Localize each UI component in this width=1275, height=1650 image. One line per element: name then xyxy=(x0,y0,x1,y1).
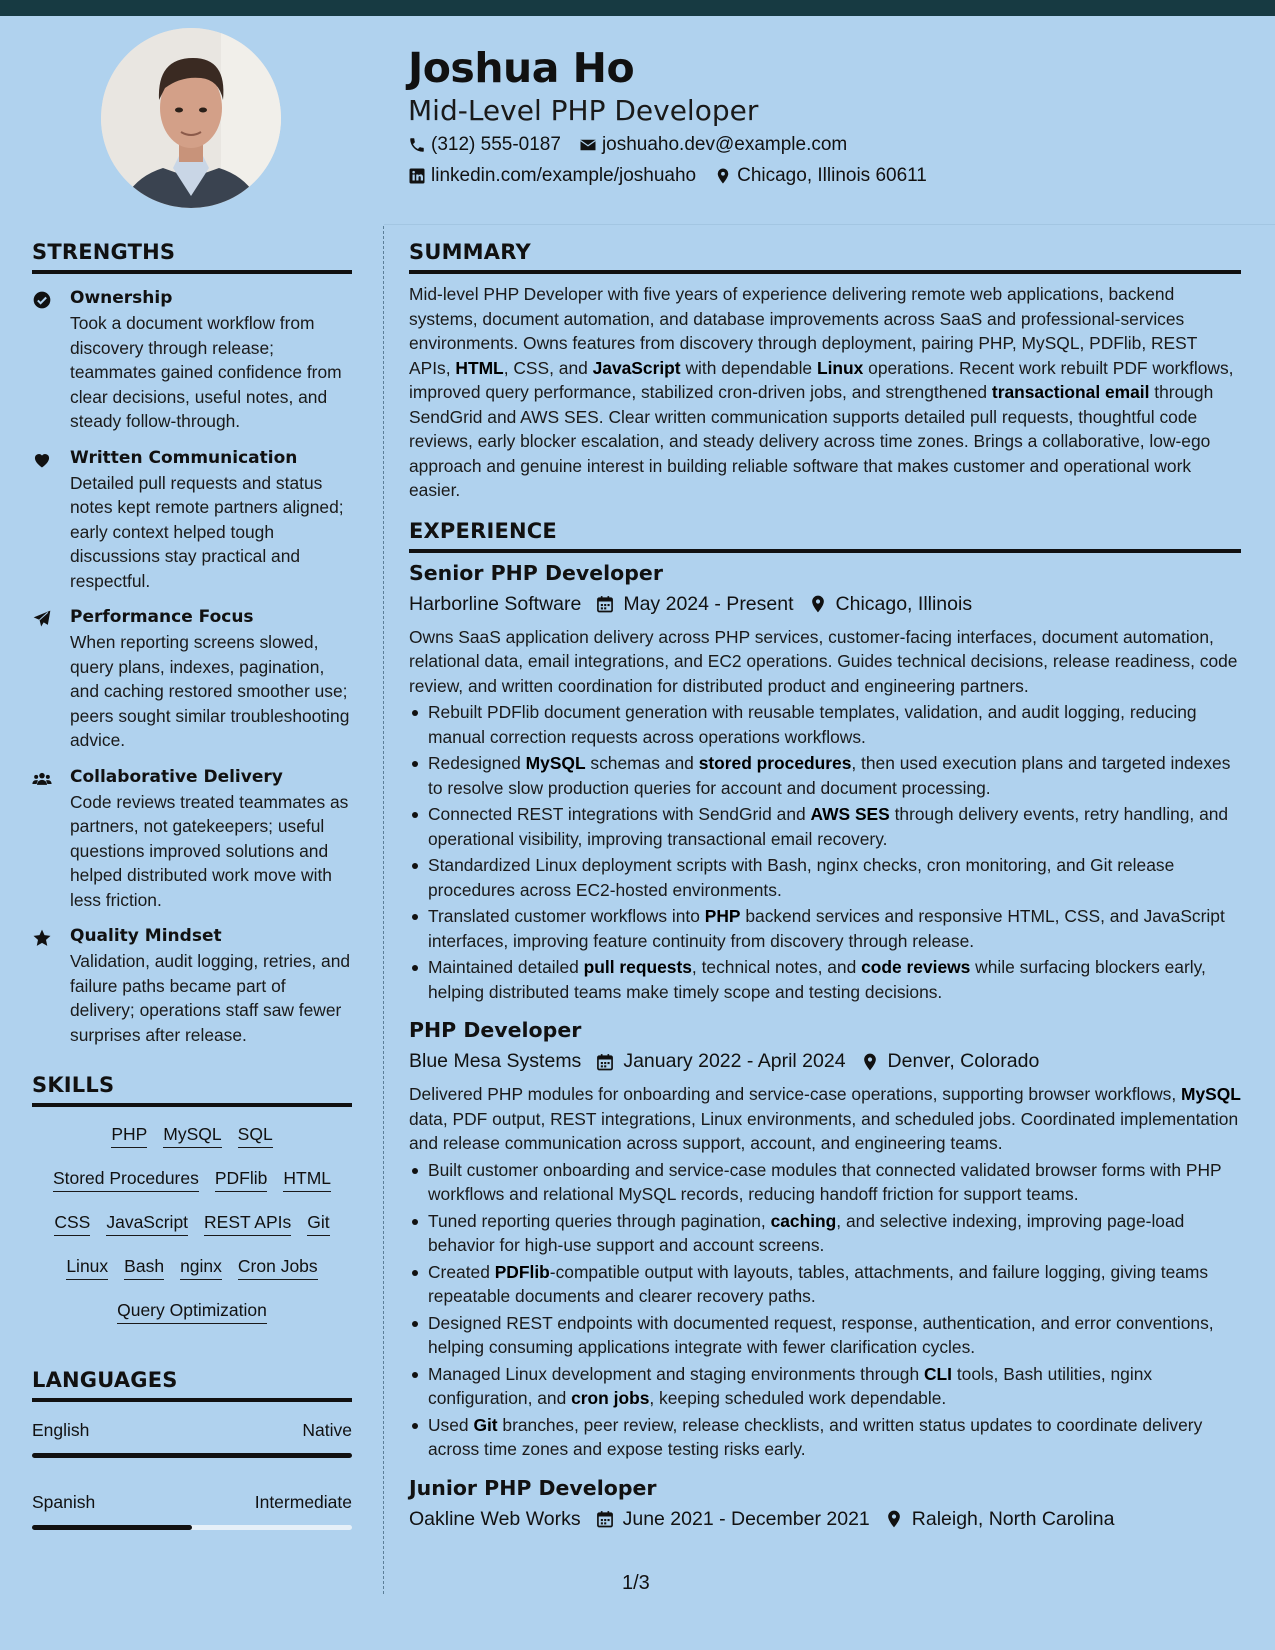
skill-tag: HTML xyxy=(283,1167,331,1192)
strength-title: Written Communication xyxy=(70,447,298,468)
skill-row xyxy=(32,1123,352,1148)
languages-section xyxy=(32,1368,352,1530)
skill-tag: REST APIs xyxy=(204,1211,291,1236)
job-company: Harborline Software xyxy=(409,592,582,615)
linkedin-item[interactable] xyxy=(408,165,696,187)
page-number: 1/3 xyxy=(622,1572,650,1594)
language-bar xyxy=(32,1453,352,1458)
language-item xyxy=(32,1420,352,1458)
job-bullet: Designed REST endpoints with documented request, response, authentication, and error conventions, helping consuming applications integrate with fewer clarification cycles. xyxy=(409,1311,1241,1360)
job-bullet: Tuned reporting queries through pagination, caching, and selective indexing, improving page-load behavior for high-use support and account screens. xyxy=(409,1209,1241,1258)
strength-text: Detailed pull requests and status notes kept remote partners aligned; early context helped tough discussions stay practical and respectful. xyxy=(70,472,344,591)
users-icon xyxy=(32,767,70,913)
skills-heading: SKILLS xyxy=(32,1073,352,1107)
strength-title: Quality Mindset xyxy=(70,926,222,946)
strength-text: When reporting screens slowed, query plans, indexes, pagination, and caching restored smoother use; peers sought similar troubleshooting advice. xyxy=(70,632,350,750)
location-item xyxy=(714,165,927,187)
strength-item xyxy=(32,288,352,434)
check-circle-icon xyxy=(32,288,70,434)
phone-item xyxy=(408,134,561,156)
job-title: Junior PHP Developer xyxy=(409,1475,657,1500)
heart-icon xyxy=(32,448,70,594)
column-divider xyxy=(383,226,384,1594)
job-meta xyxy=(409,1508,1241,1531)
location-text: Chicago, Illinois 60611 xyxy=(737,165,927,186)
skill-tag: JavaScript xyxy=(106,1211,188,1236)
job-company: Oakline Web Works xyxy=(409,1507,581,1530)
skill-tag: Linux xyxy=(66,1255,108,1280)
experience-heading: EXPERIENCE xyxy=(409,519,1241,553)
languages-heading: LANGUAGES xyxy=(32,1368,352,1402)
strengths-list xyxy=(32,288,352,1047)
job-title: Senior PHP Developer xyxy=(409,560,663,585)
skill-tag: MySQL xyxy=(163,1123,221,1148)
job-entry xyxy=(409,561,1241,1005)
summary-text: Mid-level PHP Developer with five years of experience delivering remote web applications, backend systems, document automation, and database improvements across SaaS and professional-services environments. Owns features from discovery through deployment, pairing PHP, MySQL, PDFlib, REST APIs, HTML, CSS, and JavaScript with dependable Linux operations. Recent work rebuilt PDF workflows, improved query performance, stabilized cron-driven jobs, and strengthened transactional email through SendGrid and AWS SES. Clear written communication supports detailed pull requests, thoughtful code reviews, early blocker escalation, and steady delivery across time zones. Brings a collaborative, low-ego approach and genuine interest in building reliable software that makes customer and operational work easier. xyxy=(409,284,1234,500)
job-title: PHP Developer xyxy=(409,1018,582,1042)
skill-tag: SQL xyxy=(238,1123,273,1148)
job-bullet: Redesigned MySQL schemas and stored procedures, then used execution plans and targeted indexes to resolve slow production queries for account and document processing. xyxy=(409,751,1241,800)
skill-tag: Git xyxy=(307,1211,329,1236)
strength-item xyxy=(32,926,352,1047)
linkedin-text[interactable]: linkedin.com/example/joshuaho xyxy=(431,165,697,186)
skill-tag: CSS xyxy=(54,1211,90,1236)
skill-row xyxy=(32,1167,352,1192)
profile-photo xyxy=(101,28,281,208)
strength-text: Code reviews treated teammates as partners, not gatekeepers; useful questions improved solutions and helped distributed work move with less friction. xyxy=(70,791,349,910)
phone-icon xyxy=(408,136,426,154)
right-column xyxy=(409,240,1241,1531)
map-pin-icon xyxy=(884,1509,904,1529)
job-location: Chicago, Illinois xyxy=(808,593,973,616)
job-description: Delivered PHP modules for onboarding and service-case operations, supporting browser workflows, MySQL data, PDF output, REST integrations, Linux environments, and scheduled jobs. Coordinated implementation and release communication across support, account, and engineering teams. xyxy=(409,1084,1241,1153)
skill-tag: Cron Jobs xyxy=(238,1255,318,1280)
strength-item xyxy=(32,767,352,913)
strength-text: Took a document workflow from discovery through release; teammates gained confidence from clear decisions, useful notes, and steady follow-through. xyxy=(70,313,342,431)
strength-item xyxy=(32,607,352,753)
header-divider xyxy=(384,224,1275,225)
skill-tag: Query Optimization xyxy=(117,1299,267,1324)
skill-row xyxy=(32,1211,352,1236)
skills-section xyxy=(32,1073,352,1324)
map-pin-icon xyxy=(860,1052,880,1072)
summary-heading: SUMMARY xyxy=(409,240,1241,274)
skills-list xyxy=(32,1123,352,1324)
language-bar xyxy=(32,1525,352,1530)
strength-item xyxy=(32,448,352,594)
job-dates: May 2024 - Present xyxy=(595,593,793,616)
job-location: Denver, Colorado xyxy=(860,1050,1040,1073)
envelope-icon xyxy=(579,136,597,154)
left-column xyxy=(32,240,352,1530)
strength-title: Performance Focus xyxy=(70,607,254,627)
calendar-icon xyxy=(595,1052,615,1072)
language-name: Spanish xyxy=(32,1492,96,1512)
job-entry xyxy=(409,1018,1241,1462)
strength-title: Ownership xyxy=(70,288,173,308)
job-dates: January 2022 - April 2024 xyxy=(595,1050,845,1073)
skill-tag: Stored Procedures xyxy=(53,1167,199,1192)
job-bullet: Managed Linux development and staging environments through CLI tools, Bash utilities, nginx configuration, and cron jobs, keeping scheduled work dependable. xyxy=(409,1362,1241,1411)
job-bullet: Standardized Linux deployment scripts with Bash, nginx checks, cron monitoring, and Git release procedures across EC2-hosted environments. xyxy=(409,853,1241,902)
job-bullet: Rebuilt PDFlib document generation with reusable templates, validation, and audit logging, reducing manual correction requests across operations workflows. xyxy=(409,700,1241,749)
skill-row xyxy=(32,1299,352,1324)
language-bar-fill xyxy=(32,1525,192,1530)
paper-plane-icon xyxy=(32,607,70,753)
language-item xyxy=(32,1492,352,1530)
candidate-role: Mid-Level PHP Developer xyxy=(408,94,759,127)
contact-row-2 xyxy=(408,165,945,187)
job-bullets xyxy=(409,1158,1241,1462)
skill-row xyxy=(32,1255,352,1280)
job-dates: June 2021 - December 2021 xyxy=(595,1508,870,1531)
linkedin-icon xyxy=(408,167,426,185)
contact-row-1 xyxy=(408,134,865,156)
strengths-heading: STRENGTHS xyxy=(32,240,352,274)
job-bullet: Used Git branches, peer review, release checklists, and written status updates to coordinate delivery across time zones and expose testing risks early. xyxy=(409,1413,1241,1462)
skill-tag: PHP xyxy=(111,1123,147,1148)
candidate-name: Joshua Ho xyxy=(408,44,635,92)
map-pin-icon xyxy=(808,594,828,614)
job-bullets xyxy=(409,700,1241,1004)
language-level: Intermediate xyxy=(254,1492,352,1512)
star-icon xyxy=(32,926,70,1047)
job-bullet: Maintained detailed pull requests, technical notes, and code reviews while surfacing blockers early, helping distributed teams make timely scope and testing decisions. xyxy=(409,955,1241,1004)
skill-tag: nginx xyxy=(180,1255,222,1280)
email-item[interactable] xyxy=(579,134,847,156)
map-pin-icon xyxy=(714,167,732,185)
language-bar-fill xyxy=(32,1453,352,1458)
job-entry xyxy=(409,1476,1241,1531)
job-meta xyxy=(409,593,1241,616)
strength-title: Collaborative Delivery xyxy=(70,766,283,787)
skill-tag: Bash xyxy=(124,1255,164,1280)
calendar-icon xyxy=(595,1509,615,1529)
skill-tag: PDFlib xyxy=(215,1167,268,1192)
language-name: English xyxy=(32,1420,90,1440)
job-meta xyxy=(409,1050,1241,1073)
experience-list xyxy=(409,561,1241,1531)
strength-text: Validation, audit logging, retries, and failure paths became part of delivery; operations staff saw fewer surprises after release. xyxy=(70,951,351,1045)
job-description: Owns SaaS application delivery across PHP services, customer-facing interfaces, document automation, relational data, email integrations, and EC2 operations. Guides technical decisions, release readiness, code review, and written coordination for distributed product and engineering partners. xyxy=(409,626,1238,696)
job-bullet: Built customer onboarding and service-case modules that connected validated browser forms with PHP workflows and relational MySQL records, reducing handoff friction for support teams. xyxy=(409,1158,1241,1207)
phone-text: (312) 555-0187 xyxy=(431,134,561,155)
job-location: Raleigh, North Carolina xyxy=(884,1508,1115,1531)
job-bullet: Translated customer workflows into PHP backend services and responsive HTML, CSS, and JavaScript interfaces, improving feature continuity from discovery through release. xyxy=(409,904,1241,953)
top-bar xyxy=(0,0,1275,16)
job-company: Blue Mesa Systems xyxy=(409,1050,582,1072)
languages-list xyxy=(32,1420,352,1530)
email-text[interactable]: joshuaho.dev@example.com xyxy=(601,134,848,155)
calendar-icon xyxy=(595,594,615,614)
job-bullet: Created PDFlib-compatible output with layouts, tables, attachments, and failure logging, giving teams repeatable documents and clearer recovery paths. xyxy=(409,1260,1241,1309)
job-bullet: Connected REST integrations with SendGrid and AWS SES through delivery events, retry handling, and operational visibility, improving transactional email recovery. xyxy=(409,802,1241,851)
language-level: Native xyxy=(302,1420,352,1440)
